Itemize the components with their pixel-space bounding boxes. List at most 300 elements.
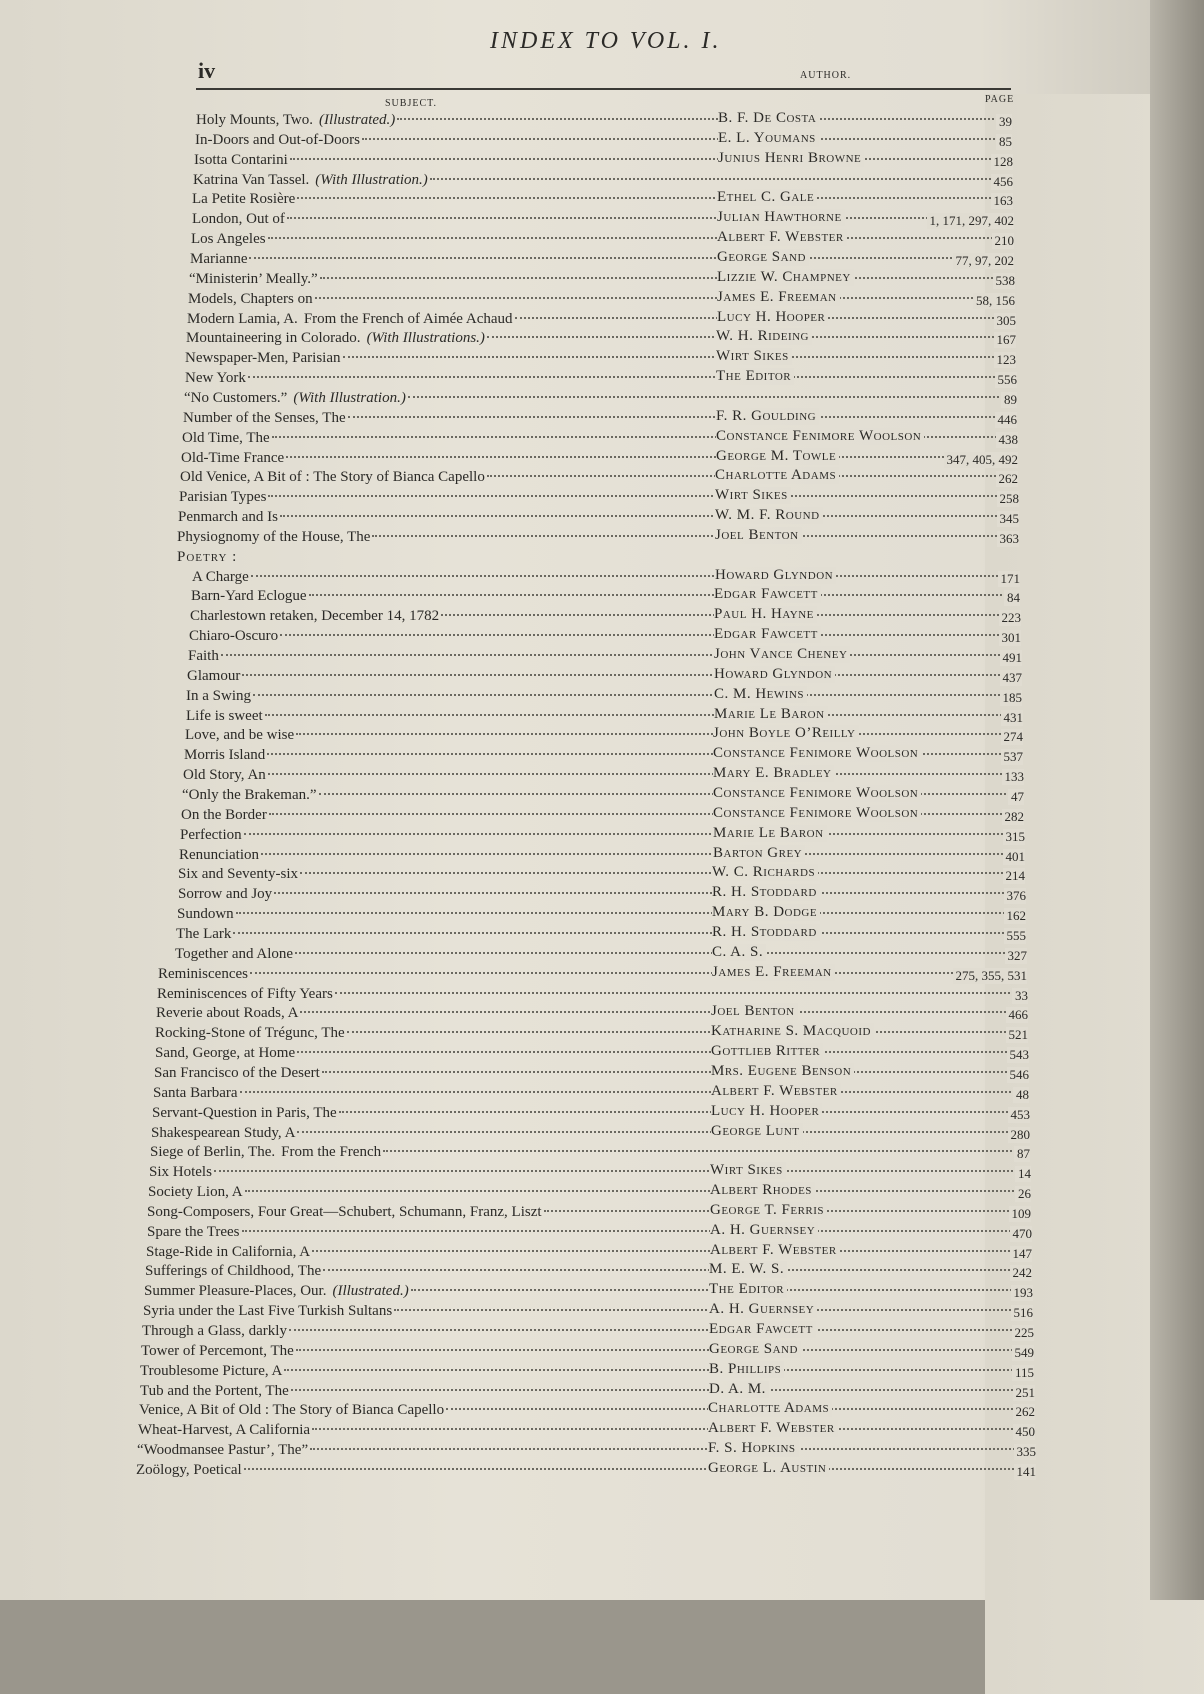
entry-author: The Editor [716,368,794,385]
entry-subject: La Petite Rosière [192,191,296,208]
index-entry [140,1383,1035,1402]
entry-author: Edgar Fawcett [709,1321,816,1338]
index-entry [177,549,1020,568]
index-entry [185,370,1017,389]
dot-leader [265,714,1021,716]
index-entry [194,152,1013,171]
entry-pages: 123 [994,352,1017,368]
index-entry [180,827,1025,846]
dot-leader [287,217,1012,219]
entry-author: Joel Benton [715,527,802,544]
dot-leader [310,1448,1034,1450]
entry-subject: Old-Time France [181,449,285,466]
index-entry [144,1283,1033,1302]
entry-subject: Tower of Percemont, The [141,1342,294,1359]
dot-leader [280,515,1017,517]
entry-pages: 84 [1004,590,1020,606]
dot-leader [297,197,1011,199]
entry-author: George Sand [709,1341,801,1358]
dot-leader [297,1131,1028,1133]
index-entry [175,946,1027,965]
dot-leader [268,495,1017,497]
dot-leader [221,654,1020,656]
facing-page-edge [1150,0,1204,1600]
entry-pages: 305 [994,313,1017,329]
entry-subject: Modern Lamia, A. [187,310,298,327]
entry-pages: 147 [1010,1246,1033,1262]
column-head-author: AUTHOR. [800,70,852,81]
index-entry [186,688,1022,707]
entry-subject: A Charge [192,568,249,585]
entry-author: B. Phillips [709,1361,784,1378]
entry-pages: 193 [1011,1285,1034,1301]
entry-subject: Reverie about Roads, A [156,1005,299,1022]
entry-pages: 456 [991,174,1014,190]
entry-subject: Old Time, The [182,429,270,446]
entry-pages: 87 [1014,1146,1030,1162]
entry-subject: Venice, A Bit of Old : The Story of Bianca Capello [139,1402,445,1419]
entry-note: (With Illustration.) [315,171,428,188]
entry-subject: Penmarch and Is [178,509,278,526]
index-entry [145,1263,1032,1282]
entry-pages: 335 [1014,1444,1037,1460]
entry-pages: 185 [1000,690,1023,706]
index-entry [177,529,1019,548]
entry-pages: 1, 171, 297, 402 [927,213,1015,229]
index-entry [188,291,1015,310]
index-entry [158,966,1027,985]
entry-pages: 274 [1001,729,1024,745]
entry-pages: 171 [998,571,1021,587]
entry-author: Edgar Fawcett [714,586,821,603]
entry-subject: In-Doors and Out-of-Doors [195,131,360,148]
dot-leader [250,972,1025,974]
entry-author: Lizzie W. Champney [717,269,854,286]
entry-author: Marie Le Baron [713,825,827,842]
index-entry [140,1363,1034,1382]
entry-subject: Siege of Berlin, The. [150,1144,276,1161]
entry-subject: “No Customers.” [184,389,288,406]
index-entry [195,132,1012,151]
entry-author: A. H. Guernsey [709,1301,817,1318]
dot-leader [408,396,1015,398]
entry-pages: 327 [1005,948,1028,964]
index-entry [146,1244,1032,1263]
dot-leader [284,1369,1032,1371]
entry-subject: Sufferings of Childhood, The [145,1263,322,1280]
entry-subject: Shakespearean Study, A [151,1124,296,1141]
index-entry [154,1065,1029,1084]
entry-subject: Santa Barbara [153,1084,238,1101]
dot-leader [249,257,1012,259]
dot-leader [339,1111,1028,1113]
dot-leader [290,158,1011,160]
entry-author: Constance Fenimore Woolson [716,428,924,445]
entry-pages: 210 [992,233,1015,249]
entry-subject: New York [185,370,246,387]
entry-author: Albert F. Webster [710,1242,840,1259]
entry-subject: Katrina Van Tassel. [193,171,310,188]
entry-author: Constance Fenimore Woolson [713,805,921,822]
index-entry [191,588,1020,607]
entry-author: M. E. W. S. [709,1261,787,1278]
entry-subject: Charlestown retaken, December 14, 1782 [190,608,440,625]
entry-author: Wirt Sikes [716,348,792,365]
entry-author: Constance Fenimore Woolson [713,785,921,802]
dot-leader [323,1269,1030,1271]
index-entry [179,489,1019,508]
entry-subject: Song-Composers, Four Great—Schubert, Schumann, Franz, Liszt [147,1203,542,1220]
index-entry [184,390,1017,409]
entry-author: George Sand [717,249,809,266]
entry-pages: 347, 405, 492 [944,452,1019,468]
entry-pages: 262 [996,471,1019,487]
entry-subject: Six Hotels [149,1164,212,1181]
entry-pages: 556 [995,372,1018,388]
index-entry [180,469,1018,488]
index-entry [192,211,1014,230]
entry-pages: 223 [999,610,1022,626]
entry-pages: 466 [1006,1007,1029,1023]
entry-pages: 14 [1015,1166,1031,1182]
entry-note: From the French [281,1144,382,1161]
index-entry [196,112,1012,131]
index-entry [186,708,1023,727]
entry-author: Ethel C. Gale [717,189,817,206]
entry-author: Howard Glyndon [714,666,835,683]
index-entry [138,1422,1035,1441]
entry-pages: 437 [1000,670,1023,686]
dot-leader [312,1428,1033,1430]
entry-subject: Summer Pleasure-Places, Our. [144,1283,327,1300]
index-entry [193,172,1013,191]
entry-pages: 163 [991,193,1014,209]
entry-subject: Servant-Question in Paris, The [152,1104,337,1121]
entry-author: B. F. De Costa [718,110,819,127]
entry-pages: 128 [991,154,1014,170]
entry-pages: 89 [1001,392,1017,408]
index-entry [147,1224,1032,1243]
entry-author: D. A. M. [709,1381,769,1398]
index-entry [188,648,1022,667]
entry-pages: 538 [993,273,1016,289]
entry-subject: Newspaper-Men, Parisian [185,350,341,367]
dot-leader [289,1329,1032,1331]
entry-subject: Society Lion, A [148,1184,243,1201]
dot-leader [295,952,1025,954]
entry-author: R. H. Stoddard [712,924,820,941]
index-entry [190,608,1021,627]
dot-leader [291,1389,1033,1391]
entry-author: Albert F. Webster [711,1083,841,1100]
entry-subject: Spare the Trees [147,1223,240,1240]
index-entry [157,986,1028,1005]
entry-pages: 47 [1008,789,1024,805]
entry-author: Mary B. Dodge [712,904,820,921]
entry-author: C. A. S. [712,944,766,961]
entry-pages: 262 [1013,1404,1036,1420]
index-entry [177,906,1026,925]
index-entry [178,509,1019,528]
entry-author: Constance Fenimore Woolson [713,745,921,762]
entry-pages: 301 [999,630,1022,646]
entry-author: Albert F. Webster [717,229,847,246]
index-entry [137,1442,1036,1461]
index-entry [143,1303,1033,1322]
page-number: iv [198,58,216,83]
entry-pages: 453 [1008,1107,1031,1123]
dot-leader [297,1051,1027,1053]
entry-subject: Wheat-Harvest, A California [138,1422,311,1439]
entry-author: Katharine S. Macquoid [711,1023,874,1040]
dot-leader [397,118,1010,120]
entry-pages: 491 [1000,650,1023,666]
entry-author: C. M. Hewins [714,686,807,703]
entry-author: F. R. Goulding [716,408,819,425]
dot-leader [300,1011,1026,1013]
entry-pages: 546 [1007,1067,1030,1083]
entry-pages: 251 [1013,1385,1036,1401]
entry-author: W. M. F. Round [715,507,823,524]
entry-pages: 26 [1015,1186,1031,1202]
entry-pages: 555 [1004,928,1027,944]
entry-author: James E. Freeman [717,289,840,306]
dot-leader [286,456,1016,458]
entry-subject: Reminiscences of Fifty Years [157,985,333,1002]
dot-leader [240,1091,1027,1093]
index-entry [156,1005,1028,1024]
entry-pages: 280 [1008,1127,1031,1143]
index-entry [149,1164,1031,1183]
entry-author: Marie Le Baron [714,706,828,723]
entry-author: Albert Rhodes [710,1182,815,1199]
entry-pages: 225 [1012,1325,1035,1341]
entry-subject: Stage-Ride in California, A [146,1243,311,1260]
entry-subject: “Only the Brakeman.” [182,787,317,803]
index-entry [192,569,1020,588]
entry-subject: Poetry : [177,548,238,565]
entry-pages: 282 [1002,809,1025,825]
dot-leader [233,932,1024,934]
index-entry [136,1462,1036,1481]
entry-author: George L. Austin [708,1460,829,1477]
entry-pages: 401 [1003,849,1026,865]
entry-subject: “Woodmansee Pastur’, The” [137,1442,309,1459]
dot-leader [242,674,1020,676]
index-entry [147,1204,1031,1223]
dot-leader [320,277,1013,279]
entry-author: A. H. Guernsey [710,1222,818,1239]
dot-leader [274,892,1024,894]
index-entry [153,1085,1029,1104]
entry-subject: Together and Alone [175,945,294,962]
entry-pages: 48 [1013,1087,1029,1103]
dot-leader [300,872,1023,874]
dot-leader [383,1150,1028,1152]
entry-subject: Renunciation [179,846,259,863]
dot-leader [261,853,1023,855]
entry-author: Mary E. Bradley [713,765,834,782]
entry-subject: Physiognomy of the House, The [177,528,371,545]
entry-note: (Illustrated.) [332,1283,409,1300]
index-entry [189,628,1021,647]
entry-subject: Old Story, An [183,767,266,784]
entry-pages: 438 [996,432,1019,448]
running-head: INDEX TO VOL. I. [490,28,722,54]
entry-subject: Barn-Yard Eclogue [191,588,307,605]
entry-subject: Life is sweet [186,707,263,724]
entry-subject: Sorrow and Joy [178,886,273,903]
dot-leader [312,1250,1030,1252]
entry-subject: Parisian Types [179,489,267,506]
dot-leader [343,356,1015,358]
index-entry [187,311,1016,330]
entry-pages: 214 [1003,868,1026,884]
entry-pages: 315 [1003,829,1026,845]
dot-leader [214,1170,1029,1172]
entry-subject: Models, Chapters on [188,290,313,307]
dot-leader [251,575,1018,577]
entry-author: Barton Grey [713,845,805,862]
entry-subject: Syria under the Last Five Turkish Sultans [143,1303,393,1320]
entry-author: Joel Benton [711,1003,798,1020]
entry-pages: 141 [1014,1464,1037,1480]
entry-subject: Morris Island [184,747,266,764]
dot-leader [280,634,1019,636]
entry-pages: 77, 97, 202 [953,253,1015,269]
entry-author: W. H. Rideing [716,328,812,345]
entry-subject: In a Swing [186,687,251,704]
dot-leader [372,535,1017,537]
entry-pages: 167 [994,332,1017,348]
entry-pages: 162 [1004,908,1027,924]
entry-pages: 376 [1004,888,1027,904]
index-entry [191,231,1014,250]
entry-subject: Reminiscences [158,965,248,982]
index-entry [186,330,1016,349]
index-entry [176,926,1026,945]
entry-pages: 33 [1012,988,1028,1004]
index-entry [178,886,1026,905]
entry-author: The Editor [709,1281,787,1298]
entry-author: James E. Freeman [712,964,835,981]
entry-pages: 516 [1011,1305,1034,1321]
entry-author: Wirt Sikes [715,487,791,504]
entry-subject: Los Angeles [191,231,266,248]
dot-leader [268,773,1022,775]
dot-leader [348,416,1015,418]
index-entry [151,1125,1030,1144]
entry-subject: Six and Seventy-six [178,866,298,883]
dot-leader [245,1190,1029,1192]
dot-leader [362,138,1010,140]
entry-author: Charlotte Adams [715,467,839,484]
index-entry [185,350,1016,369]
entry-pages: 109 [1009,1206,1032,1222]
entry-subject: Old Venice, A Bit of : The Story of Bianca Capello [180,469,485,486]
entry-subject: Number of the Senses, The [183,409,346,426]
index-entry [155,1045,1029,1064]
dot-leader [309,594,1018,596]
entry-pages: 58, 156 [973,293,1015,309]
dot-leader [248,376,1015,378]
dot-leader [322,1071,1027,1073]
dot-leader [268,237,1012,239]
entry-note: (With Illustrations.) [366,330,485,347]
dot-leader [430,178,1011,180]
entry-subject: Perfection [180,826,242,843]
index-entry [183,767,1024,786]
entry-subject: Sand, George, at Home [155,1045,296,1062]
entry-subject: Tub and the Portent, The [140,1382,289,1399]
index-entry [179,847,1025,866]
entry-author: Wirt Sikes [710,1162,786,1179]
entry-subject: Faith [188,648,219,665]
index-entry [139,1402,1035,1421]
entry-pages: 549 [1012,1345,1035,1361]
entry-pages: 543 [1007,1047,1030,1063]
entry-pages: 242 [1010,1265,1033,1281]
entry-pages: 133 [1002,769,1025,785]
entry-author: George M. Towle [716,448,839,465]
entry-subject: Marianne [190,250,248,267]
dot-leader [315,297,1013,299]
index-entry [155,1025,1028,1044]
entry-author: W. C. Richards [712,864,818,881]
entry-subject: Rocking-Stone of Trégunc, The [155,1025,345,1042]
entry-subject: Troublesome Picture, A [140,1362,283,1379]
entry-subject: Glamour [187,667,241,684]
entry-pages: 431 [1001,710,1024,726]
index-entry [141,1343,1034,1362]
entry-pages: 115 [1012,1365,1034,1381]
entry-author: R. H. Stoddard [712,884,820,901]
entry-pages: 345 [997,511,1020,527]
entry-pages: 446 [995,412,1018,428]
entry-author: John Boyle O’Reilly [713,725,859,742]
entry-author: Mrs. Eugene Benson [711,1063,854,1080]
entry-subject: On the Border [181,806,267,823]
index-entry [181,450,1018,469]
entry-pages: 537 [1001,749,1024,765]
entry-subject: Zoölogy, Poetical [136,1462,242,1478]
entry-pages: 39 [996,114,1012,130]
dot-leader [296,1349,1032,1351]
entry-author: Paul H. Hayne [714,606,817,623]
entry-subject: Mountaineering in Colorado. [186,330,361,347]
entry-subject: Isotta Contarini [194,151,288,168]
dot-leader [335,992,1026,994]
entry-author: Charlotte Adams [708,1400,832,1417]
entry-author: Albert F. Webster [708,1420,838,1437]
entry-author: John Vance Cheney [714,646,850,663]
column-head-subject: SUBJECT. [385,98,437,109]
entry-author: Lucy H. Hooper [711,1103,822,1120]
entry-author: E. L. Youmans [718,130,819,147]
index-entry [185,727,1023,746]
dot-leader [244,833,1023,835]
index-entry [178,866,1025,885]
entry-author: Howard Glyndon [715,567,836,584]
entry-author: Edgar Fawcett [714,626,821,643]
index-entry [187,668,1022,687]
index-entry [150,1144,1030,1163]
entry-subject: The Lark [176,925,232,942]
dot-leader [296,733,1021,735]
entry-author: George Lunt [711,1123,803,1140]
entry-subject: Holy Mounts, Two. [196,112,314,128]
entry-author: George T. Ferris [710,1202,827,1219]
